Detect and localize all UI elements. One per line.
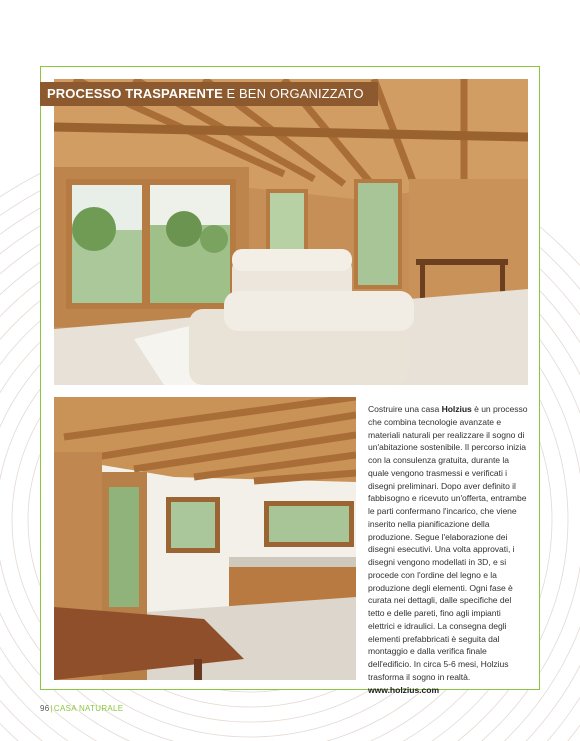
footer-separator: | xyxy=(50,704,53,713)
kitchen-photo xyxy=(54,397,356,680)
living-room-photo xyxy=(54,79,528,385)
article-body xyxy=(368,403,528,696)
website-link[interactable]: www.holzius.com xyxy=(368,684,440,695)
magazine-title: CASA NATURALE xyxy=(53,704,124,713)
section-headline xyxy=(40,82,378,106)
page-number: 96 xyxy=(40,704,50,713)
article-text: è un processo che combina tecnologie avanzate e materiali naturali per realizzare il sogno di un'abitazione sostenibile. Il percorso inizia con la consulenza gratuita, durante la quale vengono trasmessi e verificati i disegni preliminari. Dopo aver definito il fabbisogno e ricevuto un'offerta, entrambe le parti confermano l'incarico, che viene inserito nella pianificazione della produzione. Segue l'elaborazione dei disegni esecutivi. Una volta approvati, i disegni vengono modellati in 3D, e si procede con l'ordine del legno e la produzione degli elementi. Ogni fase è curata nei dettagli, dalle specifiche del tetto e delle pareti, fino agli impianti elettrici e idraulici. La consegna degli elementi prefabbricati è seguita dal montaggio e dalla verifica finale dell'edificio. In circa 5-6 mesi, Holzius trasforma il sogno in realtà. xyxy=(368,404,528,682)
page-footer xyxy=(40,704,123,713)
brand-name: Holzius xyxy=(441,404,472,414)
headline-rest: E BEN ORGANIZZATO xyxy=(222,86,364,101)
article-lead: Costruire una casa xyxy=(368,404,442,414)
headline-bold: PROCESSO TRASPARENTE xyxy=(47,86,223,101)
